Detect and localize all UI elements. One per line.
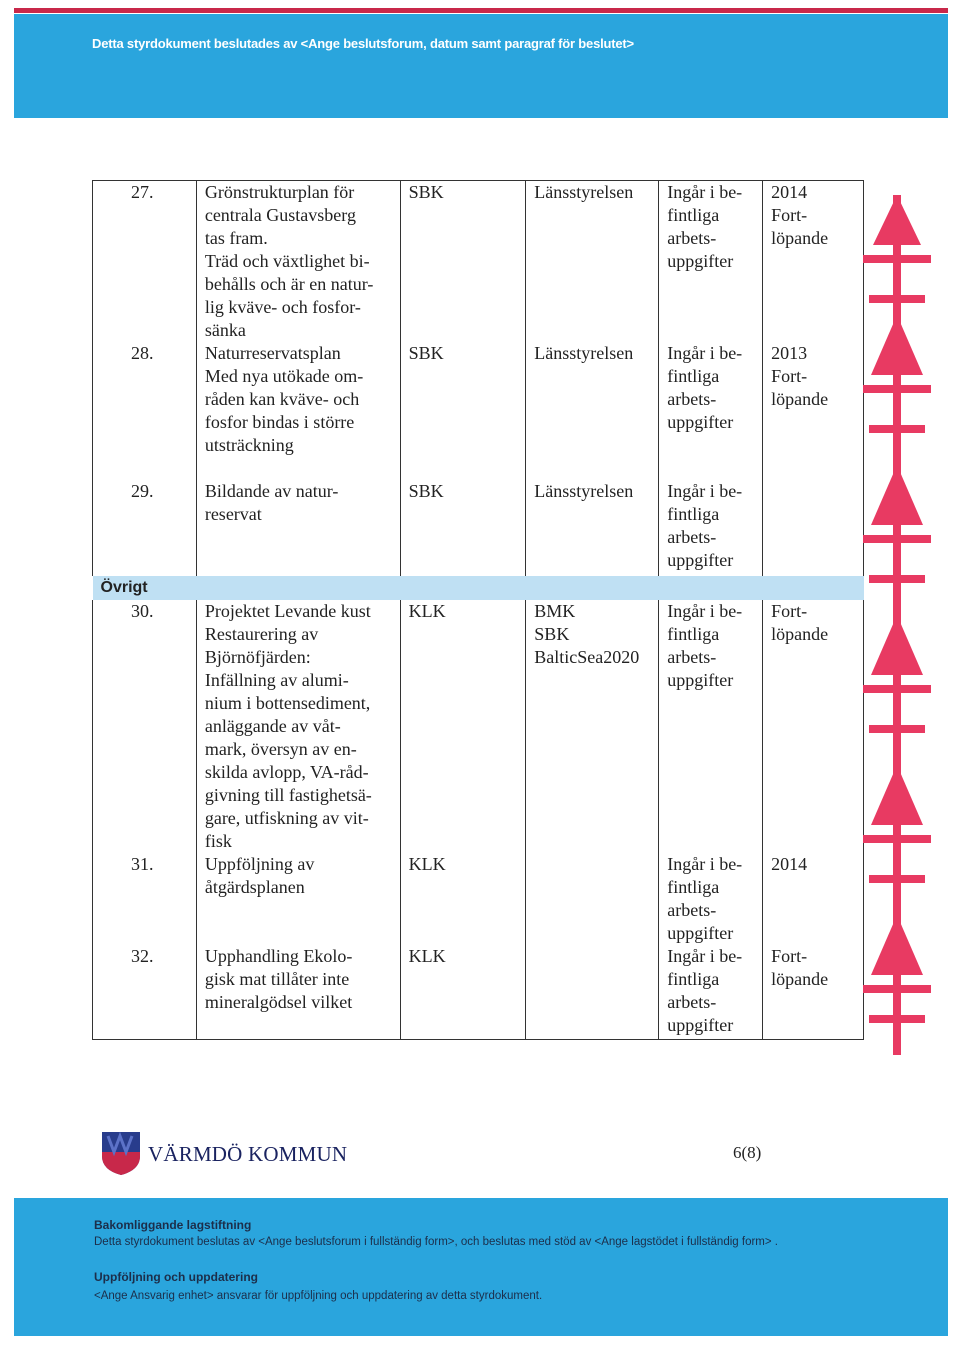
kommun-name: VÄRMDÖ KOMMUN [148, 1142, 348, 1166]
table-row [93, 853, 864, 945]
basis-text: Detta styrdokument beslutas av <Ange beslutsforum i fullständig form>, och beslutas med stöd av <Ange lagstödet i fullständig form> . [94, 1236, 778, 1248]
timeframe: Fort- löpande [763, 945, 864, 1039]
decision-notice: Detta styrdokument beslutades av <Ange beslutsforum, datum samt paragraf för beslutet> [92, 36, 634, 51]
row-number: 29. [93, 480, 197, 576]
partners [526, 853, 659, 945]
action-text: Naturreservatsplan Med nya utökade om- råden kan kväve- och fosfor bindas i större utsträckning [196, 342, 400, 480]
action-table [92, 180, 864, 1040]
row-number: 30. [93, 600, 197, 853]
partners: Länsstyrelsen [526, 480, 659, 576]
financing: Ingår i be- fintliga arbets- uppgifter [659, 181, 763, 343]
table-row [93, 600, 864, 853]
row-number: 28. [93, 342, 197, 480]
side-pattern-decoration [855, 185, 955, 1055]
partners: BMK SBK BalticSea2020 [526, 600, 659, 853]
financing: Ingår i be- fintliga arbets- uppgifter [659, 600, 763, 853]
row-number: 31. [93, 853, 197, 945]
followup-text: <Ange Ansvarig enhet> ansvarar för uppföljning och uppdatering av detta styrdokument. [94, 1290, 543, 1302]
responsible: KLK [400, 945, 526, 1039]
table-row [93, 342, 864, 480]
section-row [93, 576, 864, 600]
followup-heading: Uppföljning och uppdatering [94, 1270, 258, 1284]
partners [526, 945, 659, 1039]
timeframe: Fort- löpande [763, 600, 864, 853]
responsible: KLK [400, 853, 526, 945]
timeframe: 2014 Fort- löpande [763, 181, 864, 343]
financing: Ingår i be- fintliga arbets- uppgifter [659, 853, 763, 945]
page-number: 6(8) [733, 1143, 762, 1162]
top-accent-stripe [14, 8, 948, 13]
partners: Länsstyrelsen [526, 181, 659, 343]
footer-band [14, 1198, 948, 1336]
timeframe: 2014 [763, 853, 864, 945]
row-number: 32. [93, 945, 197, 1039]
table-row [93, 945, 864, 1039]
basis-heading: Bakomliggande lagstiftning [94, 1218, 252, 1232]
action-text: Bildande av natur- reservat [196, 480, 400, 576]
section-label: Övrigt [93, 576, 864, 600]
responsible: KLK [400, 600, 526, 853]
row-number: 27. [93, 181, 197, 343]
table-row [93, 181, 864, 343]
action-text: Projektet Levande kust Restaurering av Björnöfjärden: Infällning av alumi- nium i bottensediment, anläggande av våt- mark, översyn av en- skilda avlopp, VA-råd- givning till fastighetsä- gare, utfiskning av vit- fisk [196, 600, 400, 853]
responsible: SBK [400, 480, 526, 576]
responsible: SBK [400, 342, 526, 480]
financing: Ingår i be- fintliga arbets- uppgifter [659, 342, 763, 480]
partners: Länsstyrelsen [526, 342, 659, 480]
header-band [14, 14, 948, 118]
financing: Ingår i be- fintliga arbets- uppgifter [659, 480, 763, 576]
table-row [93, 480, 864, 576]
action-text: Grönstrukturplan för centrala Gustavsberg tas fram. Träd och växtlighet bi- behålls och är en natur- lig kväve- och fosfor- sänka [196, 181, 400, 343]
kommun-logo-icon [100, 1130, 142, 1176]
responsible: SBK [400, 181, 526, 343]
timeframe [763, 480, 864, 576]
timeframe: 2013 Fort- löpande [763, 342, 864, 480]
action-text: Upphandling Ekolo- gisk mat tillåter inte mineralgödsel vilket [196, 945, 400, 1039]
action-text: Uppföljning av åtgärdsplanen [196, 853, 400, 945]
financing: Ingår i be- fintliga arbets- uppgifter [659, 945, 763, 1039]
